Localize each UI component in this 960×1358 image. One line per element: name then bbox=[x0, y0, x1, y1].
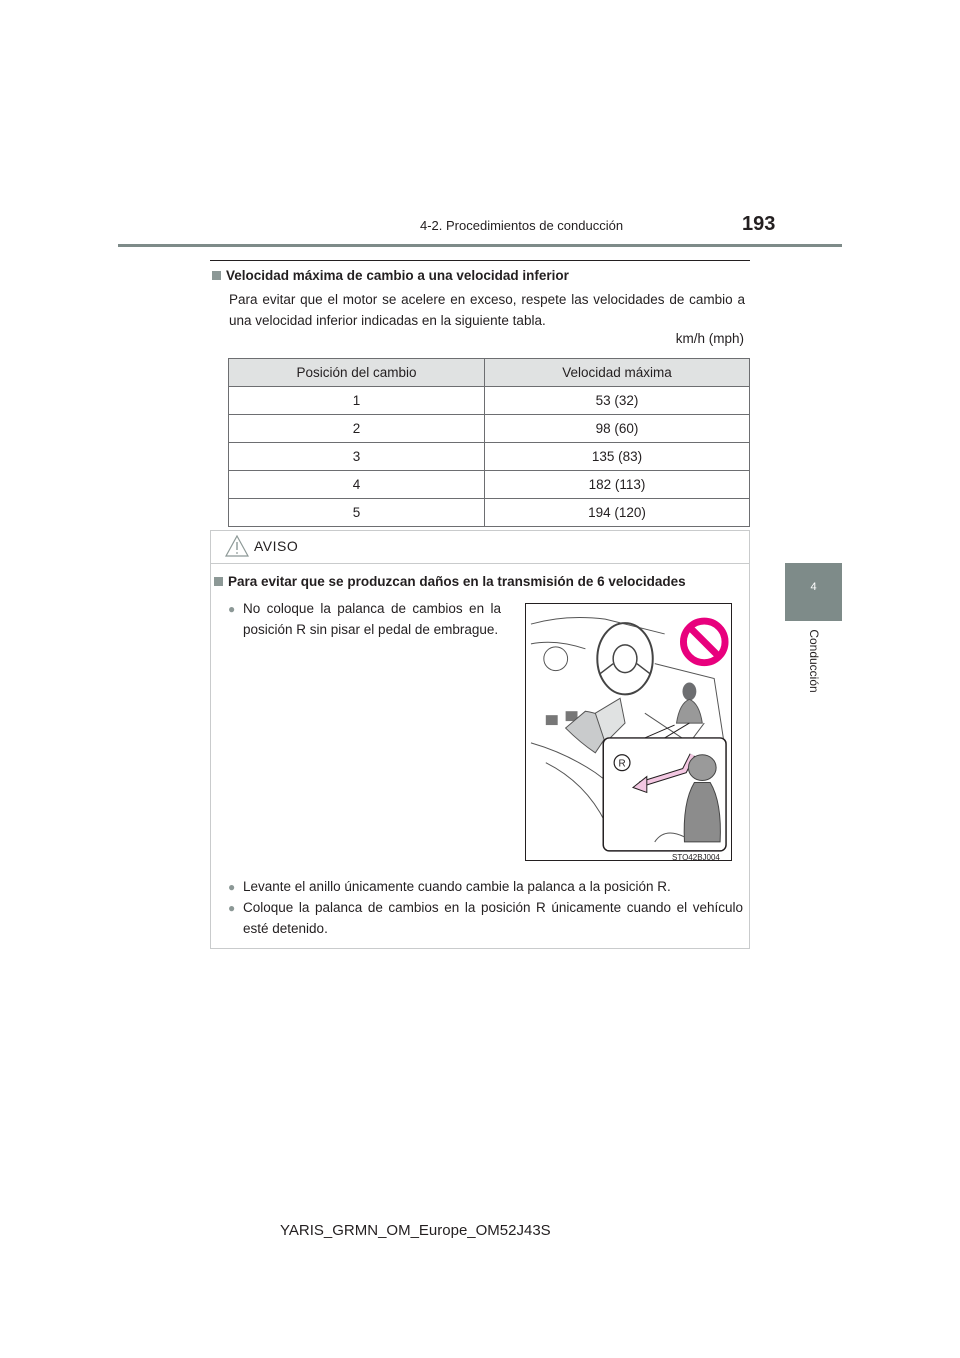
warning-heading-text: Para evitar que se produzcan daños en la transmisión de 6 velocidades bbox=[228, 574, 686, 589]
chapter-tab: 4 bbox=[785, 563, 842, 621]
gear-position-r-label: R bbox=[618, 758, 626, 770]
table-cell: 135 (83) bbox=[485, 443, 750, 471]
circle-bullet-icon: ● bbox=[228, 602, 236, 616]
table-cell: 194 (120) bbox=[485, 499, 750, 527]
warning-title: AVISO bbox=[254, 538, 299, 554]
section-rule bbox=[210, 260, 750, 261]
table-cell: 1 bbox=[229, 387, 485, 415]
chapter-label bbox=[785, 626, 842, 696]
speed-table bbox=[228, 358, 750, 527]
warning-item: No coloque la palanca de cambios en la posición R sin pisar el pedal de embrague. bbox=[243, 601, 501, 637]
table-cell: 5 bbox=[229, 499, 485, 527]
table-cell: 3 bbox=[229, 443, 485, 471]
header-divider bbox=[118, 244, 842, 247]
table-row bbox=[229, 415, 750, 443]
square-bullet-icon bbox=[214, 577, 223, 586]
section-heading bbox=[212, 268, 569, 283]
warning-item: Coloque la palanca de cambios en la posición R únicamente cuando el vehículo esté detenido. bbox=[243, 900, 743, 936]
table-cell: 98 (60) bbox=[485, 415, 750, 443]
table-cell: 4 bbox=[229, 471, 485, 499]
chapter-label-text: Conducción bbox=[806, 629, 821, 693]
table-row bbox=[229, 387, 750, 415]
table-row bbox=[229, 443, 750, 471]
shift-lever-illustration bbox=[525, 603, 732, 861]
circle-bullet-icon: ● bbox=[228, 901, 236, 915]
warning-triangle-icon bbox=[225, 535, 249, 557]
table-header-cell: Velocidad máxima bbox=[485, 359, 750, 387]
table-cell: 2 bbox=[229, 415, 485, 443]
section-header: 4-2. Procedimientos de conducción bbox=[420, 218, 624, 233]
units-label: km/h (mph) bbox=[675, 331, 744, 346]
table-row bbox=[229, 471, 750, 499]
square-bullet-icon bbox=[212, 271, 221, 280]
warning-heading bbox=[214, 574, 686, 589]
table-cell: 182 (113) bbox=[485, 471, 750, 499]
table-header-cell: Posición del cambio bbox=[229, 359, 485, 387]
section-heading-text: Velocidad máxima de cambio a una velocidad inferior bbox=[226, 268, 569, 283]
figure-code: STO42BJ004 bbox=[672, 853, 720, 862]
table-cell: 53 (32) bbox=[485, 387, 750, 415]
circle-bullet-icon: ● bbox=[228, 880, 236, 894]
document-id: YARIS_GRMN_OM_Europe_OM52J43S bbox=[280, 1222, 551, 1239]
section-body: Para evitar que el motor se acelere en exceso, respete las velocidades de cambio a una velocidad inferior indicadas en la siguiente tabla. bbox=[229, 292, 745, 328]
warning-item: Levante el anillo únicamente cuando cambie la palanca a la posición R. bbox=[243, 879, 671, 894]
table-row bbox=[229, 499, 750, 527]
table-header-row bbox=[229, 359, 750, 387]
page-number: 193 bbox=[742, 213, 776, 235]
